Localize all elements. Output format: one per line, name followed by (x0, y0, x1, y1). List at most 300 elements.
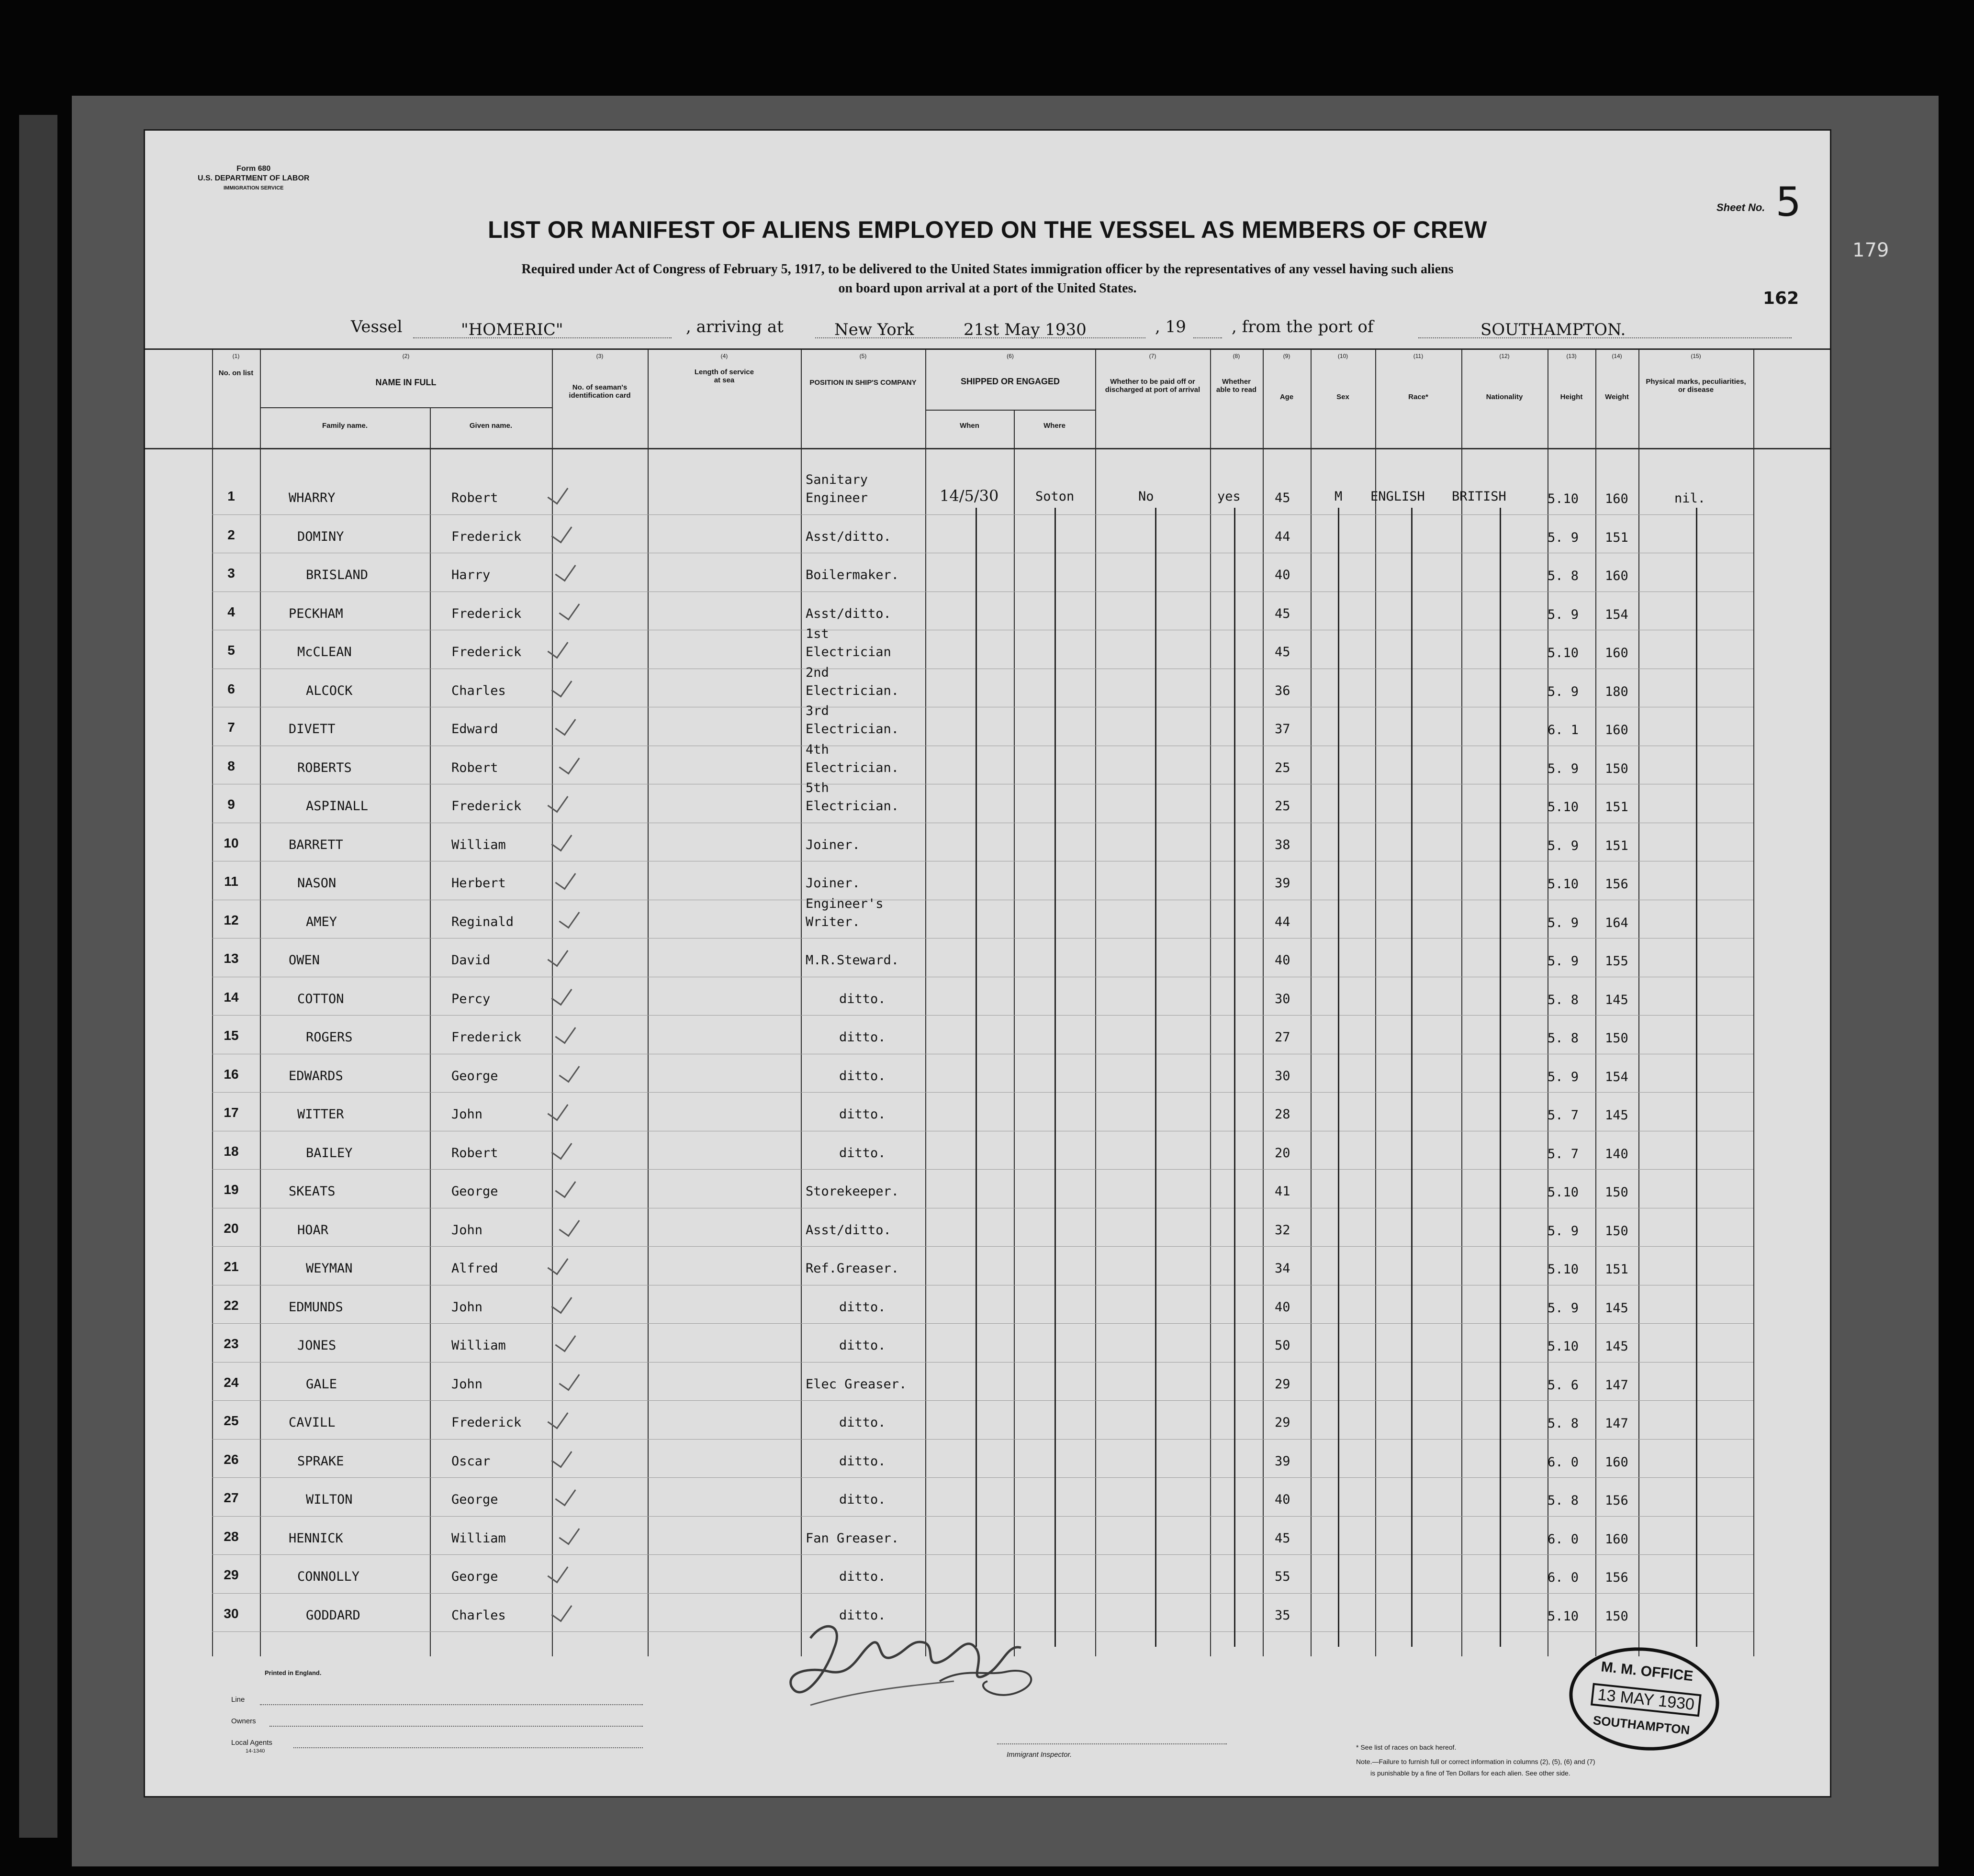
given-name: Harry (451, 568, 491, 582)
height: 5. 9 (1548, 915, 1579, 930)
header-id-card: No. of seaman's identification card (569, 383, 631, 400)
weight: 156 (1605, 1570, 1628, 1585)
header-age: Age (1279, 393, 1294, 401)
position-line-2: ditto. (839, 1030, 886, 1045)
row-number: 19 (224, 1182, 239, 1197)
colnum-4: (4) (720, 353, 728, 359)
check-mark-icon (551, 1137, 572, 1160)
subtitle-line-1: Required under Act of Congress of February 5, 1917, to be delivered to the United States immigration officer by the representatives of any vessel having such aliens (521, 262, 1454, 277)
given-name: Frederick (451, 529, 522, 544)
age: 27 (1275, 1030, 1290, 1045)
weight: 160 (1605, 569, 1628, 583)
check-mark-icon (551, 828, 572, 851)
row-separator (212, 1554, 1753, 1555)
row-number: 21 (224, 1259, 239, 1274)
header-subline (260, 407, 552, 408)
column-divider (1210, 350, 1211, 1656)
row1-nationality: BRITISH (1452, 489, 1506, 504)
position-line-2: Electrician (806, 645, 891, 659)
arrival-date: 21st May 1930 (964, 320, 1087, 339)
margin-number-top: 179 (1852, 239, 1889, 261)
position-line-2: ditto. (839, 991, 886, 1006)
colnum-9: (9) (1283, 353, 1290, 359)
height: 5. 6 (1548, 1377, 1579, 1393)
height: 5. 9 (1548, 607, 1579, 622)
age: 25 (1275, 760, 1290, 775)
height: 5.10 (1548, 646, 1579, 660)
footer-form-code: 14-1340 (246, 1748, 265, 1754)
ditto-line-read (1234, 508, 1235, 1647)
ditto-line-marks (1696, 508, 1697, 1647)
weight: 145 (1605, 1108, 1628, 1123)
family-name: ASPINALL (306, 799, 369, 814)
given-name: Robert (451, 1145, 498, 1161)
vessel-name-dotline (413, 337, 672, 338)
subtitle-line-2: on board upon arrival at a port of the United States. (838, 281, 1137, 296)
check-mark-icon (555, 1175, 576, 1198)
check-mark-icon (551, 1599, 572, 1622)
footer-owners-dotline (269, 1726, 643, 1727)
given-name: Frederick (451, 606, 522, 621)
family-name: NASON (297, 876, 336, 891)
row-number: 16 (224, 1066, 239, 1082)
family-name: WITTER (297, 1107, 344, 1122)
position-line-2: ditto. (839, 1569, 886, 1584)
age: 36 (1275, 683, 1290, 698)
colnum-15: (15) (1691, 353, 1701, 359)
check-mark-icon (555, 559, 576, 582)
given-name: Herbert (451, 876, 506, 891)
height: 6. 0 (1548, 1454, 1579, 1470)
age: 45 (1275, 606, 1290, 621)
given-name: William (451, 1338, 506, 1353)
header-nationality: Nationality (1486, 393, 1523, 401)
header-weight: Weight (1605, 393, 1629, 401)
row-number: 17 (224, 1105, 239, 1120)
position-line-2: ditto. (839, 1453, 886, 1469)
office-stamp (1564, 1640, 1725, 1758)
height: 5. 9 (1548, 1223, 1579, 1239)
family-name: McCLEAN (297, 645, 352, 659)
weight: 150 (1605, 1031, 1628, 1046)
row-separator (212, 1092, 1753, 1093)
family-name: HOAR (297, 1222, 329, 1238)
height: 5. 9 (1548, 1069, 1579, 1084)
given-name: George (451, 1068, 498, 1083)
crew-table (145, 348, 1830, 1656)
page-subtitle (145, 260, 1830, 298)
weight: 160 (1605, 491, 1628, 506)
header-no-on-list: No. on list (218, 369, 254, 377)
position-line-2: Storekeeper. (806, 1184, 899, 1199)
row-number: 10 (224, 835, 239, 850)
height: 5. 9 (1548, 954, 1579, 969)
family-name: ROGERS (306, 1030, 353, 1045)
given-name: Reginald (451, 914, 514, 929)
position-line-2: ditto. (839, 1299, 886, 1315)
row-separator (212, 514, 1753, 515)
check-mark-icon (555, 1329, 576, 1352)
row-number: 12 (224, 912, 239, 927)
footer-line-label: Line (231, 1696, 245, 1704)
ditto-line-nationality (1500, 508, 1501, 1647)
row-number: 14 (224, 989, 239, 1005)
check-mark-icon (551, 674, 572, 697)
height: 5.10 (1548, 877, 1579, 892)
position-line-2: ditto. (839, 1107, 886, 1122)
column-divider (430, 407, 431, 1656)
weight: 140 (1605, 1146, 1628, 1161)
header-physical-marks: Physical marks, peculiarities, or disease (1646, 378, 1746, 394)
given-name: David (451, 953, 491, 968)
family-name: WILTON (306, 1492, 353, 1507)
weight: 156 (1605, 1493, 1628, 1508)
age: 30 (1275, 991, 1290, 1006)
column-divider (801, 350, 802, 1656)
check-mark-icon (548, 1561, 569, 1584)
header-subline (925, 410, 1095, 411)
weight: 145 (1605, 1300, 1628, 1316)
check-mark-icon (555, 867, 576, 890)
colnum-1: (1) (232, 353, 240, 359)
row1-race: ENGLISH (1370, 489, 1425, 504)
header-height: Height (1560, 393, 1583, 401)
height: 5.10 (1548, 800, 1579, 815)
given-name: John (451, 1376, 483, 1392)
column-divider (1263, 350, 1264, 1656)
header-shipped-engaged: SHIPPED OR ENGAGED (960, 377, 1060, 386)
age: 41 (1275, 1184, 1290, 1199)
weight: 151 (1605, 530, 1628, 545)
height: 5. 9 (1548, 761, 1579, 776)
check-mark-icon (548, 944, 569, 967)
family-name: WHARRY (289, 491, 336, 505)
weight: 156 (1605, 877, 1628, 892)
given-name: Percy (451, 991, 491, 1006)
height: 6. 0 (1548, 1531, 1579, 1547)
check-mark-icon (548, 790, 569, 813)
stamp-top-text: M. M. OFFICE (1600, 1659, 1694, 1685)
weight: 160 (1605, 723, 1628, 737)
row-separator (212, 1323, 1753, 1324)
given-name: Robert (451, 760, 498, 775)
row-number: 6 (227, 681, 235, 696)
column-divider (648, 350, 649, 1656)
row-number: 1 (227, 489, 235, 503)
given-name: Frederick (451, 645, 522, 659)
check-mark-icon (559, 1060, 580, 1083)
age: 39 (1275, 876, 1290, 891)
row-number: 18 (224, 1143, 239, 1159)
family-name: BARRETT (289, 837, 343, 852)
header-name-in-full: NAME IN FULL (375, 378, 437, 387)
position-line-2: Boilermaker. (806, 568, 899, 582)
row-number: 30 (224, 1606, 239, 1621)
column-divider (925, 350, 926, 1656)
department-name: U.S. DEPARTMENT OF LABOR (198, 174, 310, 182)
weight: 160 (1605, 646, 1628, 660)
header-where: Where (1043, 422, 1066, 430)
height: 5. 8 (1548, 1031, 1579, 1046)
weight: 155 (1605, 954, 1628, 969)
family-name: SKEATS (289, 1184, 336, 1199)
weight: 145 (1605, 992, 1628, 1007)
colnum-12: (12) (1499, 353, 1510, 359)
position-line-2: Asst/ditto. (806, 529, 891, 544)
family-name: HENNICK (289, 1530, 343, 1546)
age: 40 (1275, 568, 1290, 582)
age: 45 (1275, 491, 1290, 505)
height: 5. 9 (1548, 1300, 1579, 1316)
weight: 145 (1605, 1339, 1628, 1354)
row1-paid-off: No (1138, 489, 1154, 504)
header-length-service: Length of service at sea (694, 368, 754, 384)
height: 5. 8 (1548, 1416, 1579, 1431)
colnum-14: (14) (1612, 353, 1622, 359)
footer-line-dotline (260, 1704, 643, 1705)
position-line-2: Asst/ditto. (806, 606, 891, 621)
row-separator (212, 1439, 1753, 1440)
footer-local-agents-label: Local Agents (231, 1739, 272, 1747)
position-line-2: ditto. (839, 1068, 886, 1083)
service-name: IMMIGRATION SERVICE (223, 185, 284, 191)
family-name: DOMINY (297, 529, 344, 544)
inspector-label: Immigrant Inspector. (1007, 1751, 1072, 1759)
footer-owners-label: Owners (231, 1717, 256, 1725)
age: 32 (1275, 1222, 1290, 1238)
family-name: BRISLAND (306, 568, 369, 582)
height: 5.10 (1548, 1185, 1579, 1200)
family-name: WEYMAN (306, 1261, 353, 1276)
check-mark-icon (548, 636, 569, 659)
weight: 154 (1605, 607, 1628, 622)
height: 6. 1 (1548, 723, 1579, 737)
weight: 150 (1605, 1608, 1628, 1624)
column-divider (1095, 350, 1096, 1656)
weight: 150 (1605, 1223, 1628, 1239)
given-name: Charles (451, 1608, 506, 1623)
row-number: 24 (224, 1374, 239, 1390)
family-name: BAILEY (306, 1145, 353, 1161)
position-line-2: Writer. (806, 914, 860, 929)
row-number: 11 (224, 874, 238, 889)
family-name: ROBERTS (297, 760, 352, 775)
position-line-1: 2nd (806, 665, 829, 680)
given-name: John (451, 1222, 483, 1238)
check-mark-icon (548, 1252, 569, 1275)
given-name: Oscar (451, 1453, 491, 1469)
position-line-2: Asst/ditto. (806, 1222, 891, 1238)
from-port: SOUTHAMPTON. (1480, 320, 1626, 339)
age: 20 (1275, 1145, 1290, 1161)
weight: 160 (1605, 1531, 1628, 1547)
row-number: 3 (227, 566, 235, 581)
row1-sex: M (1335, 489, 1343, 504)
row-number: 29 (224, 1567, 239, 1582)
age: 37 (1275, 722, 1290, 737)
position-line-2: Engineer (806, 491, 868, 505)
family-name: DIVETT (289, 722, 336, 737)
weight: 154 (1605, 1069, 1628, 1084)
vessel-name: "HOMERIC" (461, 320, 563, 339)
ditto-line-sex (1338, 508, 1339, 1647)
note-line-1: Note.—Failure to furnish full or correct information in columns (2), (5), (6) and (7) (1356, 1758, 1595, 1765)
age: 30 (1275, 1068, 1290, 1083)
position-line-2: ditto. (839, 1338, 886, 1353)
column-divider (1595, 350, 1596, 1656)
row-number: 20 (224, 1220, 239, 1236)
height: 5. 7 (1548, 1108, 1579, 1123)
position-line-1: Sanitary (806, 472, 868, 487)
position-line-2: ditto. (839, 1492, 886, 1507)
family-name: CAVILL (289, 1415, 336, 1430)
position-line-1: 4th (806, 742, 829, 757)
height: 5. 7 (1548, 1146, 1579, 1161)
family-name: PECKHAM (289, 606, 343, 621)
position-line-2: Electrician. (806, 760, 899, 775)
weight: 164 (1605, 915, 1628, 930)
column-divider (1014, 410, 1015, 1656)
position-line-1: 5th (806, 781, 829, 795)
height: 5. 8 (1548, 1493, 1579, 1508)
column-divider (1753, 350, 1754, 1656)
row1-when: 14/5/30 (940, 487, 999, 505)
colnum-11: (11) (1413, 353, 1424, 359)
row-separator (212, 1477, 1753, 1478)
page-title: LIST OR MANIFEST OF ALIENS EMPLOYED ON THE VESSEL AS MEMBERS OF CREW (488, 216, 1487, 243)
family-name: GODDARD (306, 1608, 360, 1623)
weight: 150 (1605, 1185, 1628, 1200)
age: 28 (1275, 1107, 1290, 1122)
age: 35 (1275, 1608, 1290, 1623)
check-mark-icon (559, 751, 580, 774)
colnum-7: (7) (1149, 353, 1156, 359)
weight: 180 (1605, 684, 1628, 699)
row-separator (212, 1246, 1753, 1247)
weight: 160 (1605, 1454, 1628, 1470)
row-number: 5 (227, 643, 235, 658)
given-name: Frederick (451, 1415, 522, 1430)
age: 40 (1275, 1492, 1290, 1507)
header-given-name: Given name. (469, 422, 513, 430)
family-name: CONNOLLY (297, 1569, 360, 1584)
colnum-3: (3) (596, 353, 604, 359)
header-family-name: Family name. (322, 422, 368, 430)
header-when: When (960, 422, 979, 430)
row-separator (212, 1169, 1753, 1170)
form-number: Form 680 (236, 165, 271, 173)
ditto-line-paid (1155, 508, 1156, 1647)
family-name: GALE (306, 1376, 337, 1392)
row1-marks: nil. (1674, 491, 1706, 506)
age: 45 (1275, 645, 1290, 659)
family-name: JONES (297, 1338, 336, 1353)
weight: 150 (1605, 761, 1628, 776)
form-header-block (198, 164, 309, 193)
weight: 147 (1605, 1377, 1628, 1393)
row-number: 13 (224, 951, 239, 966)
check-mark-icon (559, 1522, 580, 1545)
sheet-number-value: 5 (1775, 179, 1801, 225)
header-position: POSITION IN SHIP'S COMPANY (809, 379, 917, 387)
position-line-1: 3rd (806, 704, 829, 718)
position-line-1: 1st (806, 626, 829, 641)
given-name: John (451, 1299, 483, 1315)
row-separator (212, 1400, 1753, 1401)
arrival-dotline (815, 337, 1145, 338)
position-line-2: Electrician. (806, 722, 899, 737)
ditto-line-race (1411, 508, 1413, 1647)
weight: 151 (1605, 1262, 1628, 1277)
colnum-6: (6) (1007, 353, 1014, 359)
family-name: EDMUNDS (289, 1299, 343, 1315)
age: 55 (1275, 1569, 1290, 1584)
check-mark-icon (559, 597, 580, 620)
row1-where: Soton (1035, 489, 1075, 504)
age: 50 (1275, 1338, 1290, 1353)
check-mark-icon (559, 1368, 580, 1391)
age: 45 (1275, 1530, 1290, 1546)
family-name: AMEY (306, 914, 337, 929)
position-line-2: Ref.Greaser. (806, 1261, 899, 1276)
weight: 151 (1605, 800, 1628, 815)
year-dotline (1193, 337, 1222, 338)
arriving-port: New York (834, 320, 914, 339)
weight: 147 (1605, 1416, 1628, 1431)
check-mark-icon (548, 1098, 569, 1121)
height: 5.10 (1548, 1608, 1579, 1624)
column-divider (1375, 350, 1376, 1656)
given-name: George (451, 1492, 498, 1507)
age: 29 (1275, 1376, 1290, 1392)
port-dotline (1418, 337, 1792, 338)
height: 5.10 (1548, 491, 1579, 506)
footer-agents-dotline (293, 1747, 643, 1748)
header-able-read: Whether able to read (1216, 378, 1257, 394)
age: 39 (1275, 1453, 1290, 1469)
sheet-number-label: Sheet No. (1716, 201, 1765, 213)
ditto-line-where (1054, 508, 1056, 1647)
note-line-2: is punishable by a fine of Ten Dollars for each alien. See other side. (1370, 1769, 1570, 1777)
colnum-5: (5) (859, 353, 867, 359)
arriving-label: , arriving at (686, 317, 784, 336)
row-number: 9 (227, 797, 235, 812)
age: 44 (1275, 914, 1290, 929)
row-separator (212, 1593, 1753, 1594)
position-line-2: Elec Greaser. (806, 1376, 907, 1392)
height: 5. 8 (1548, 992, 1579, 1007)
given-name: Edward (451, 722, 498, 737)
colnum-8: (8) (1233, 353, 1240, 359)
check-mark-icon (551, 1291, 572, 1314)
row-number: 4 (227, 604, 235, 619)
weight: 151 (1605, 838, 1628, 853)
inspector-dotline (997, 1743, 1227, 1744)
family-name: SPRAKE (297, 1453, 344, 1469)
age: 40 (1275, 953, 1290, 968)
height: 5. 8 (1548, 569, 1579, 583)
position-line-2: Electrician. (806, 683, 899, 698)
year-label: , 19 (1155, 317, 1186, 336)
check-mark-icon (548, 1407, 569, 1429)
row-number: 8 (227, 758, 235, 773)
row-separator (212, 1516, 1753, 1517)
position-line-2: Fan Greaser. (806, 1530, 899, 1546)
family-name: OWEN (289, 953, 320, 968)
colnum-13: (13) (1566, 353, 1577, 359)
stamp-date: 13 MAY 1930 (1591, 1683, 1702, 1717)
manifest-sheet (144, 129, 1831, 1798)
